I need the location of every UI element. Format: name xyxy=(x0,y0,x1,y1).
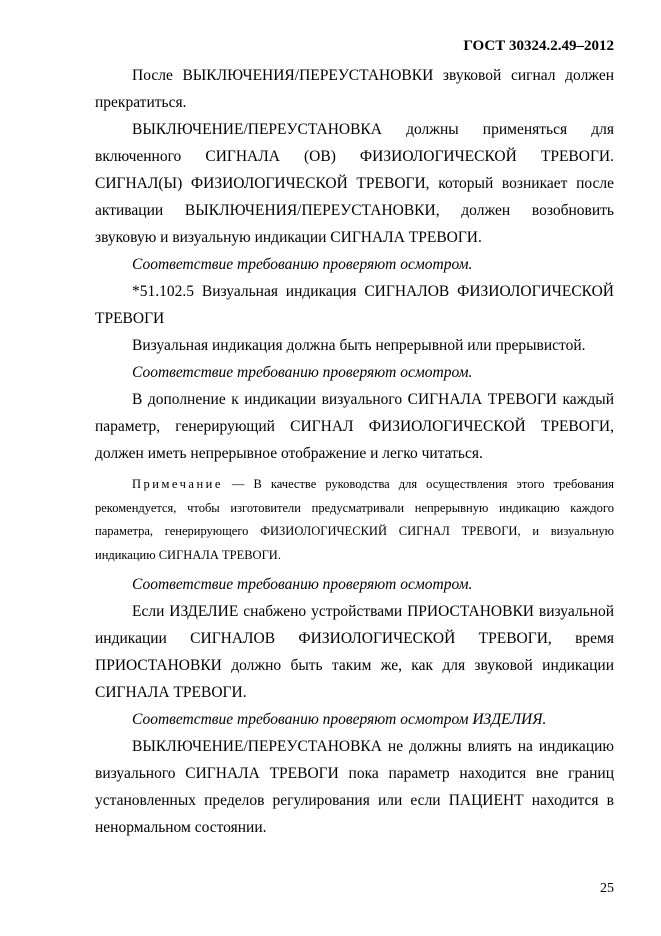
note-paragraph xyxy=(95,473,614,567)
paragraph: После ВЫКЛЮЧЕНИЯ/ПЕРЕУСТАНОВКИ звуковой сигнал должен прекратиться. xyxy=(95,67,614,111)
compliance-check-note: Соответствие требованию проверяют осмотром ИЗДЕЛИЯ. xyxy=(132,711,547,728)
compliance-check-note: Соответствие требованию проверяют осмотром. xyxy=(132,364,473,381)
document-body xyxy=(95,62,614,841)
compliance-check-note: Соответствие требованию проверяют осмотром. xyxy=(132,576,473,593)
note-text: — В качестве руководства для осуществления этого требования рекомендуется, чтобы изготовители предусматривали непрерывную индикацию каждого параметра, генерирующего ФИЗИОЛОГИЧЕСКИЙ СИГНАЛ ТРЕВОГИ, и визуальную индикацию СИГНАЛА ТРЕВОГИ. xyxy=(95,477,614,562)
paragraph: В дополнение к индикации визуального СИГНАЛА ТРЕВОГИ каждый параметр, генерирующий СИГНАЛ ФИЗИОЛОГИЧЕСКОЙ ТРЕВОГИ, должен иметь непрерывное отображение и легко читаться. xyxy=(95,391,614,462)
document-code-header: ГОСТ 30324.2.49–2012 xyxy=(463,38,614,54)
compliance-check-note: Соответствие требованию проверяют осмотром. xyxy=(132,256,473,273)
paragraph: ВЫКЛЮЧЕНИЕ/ПЕРЕУСТАНОВКА не должны влиять на индикацию визуального СИГНАЛА ТРЕВОГИ пока параметр находится вне границ установленных пределов регулирования или если ПАЦИЕНТ находится в ненормальном состоянии. xyxy=(95,738,614,836)
note-label: Примечание xyxy=(132,477,223,491)
page-number: 25 xyxy=(600,881,614,896)
paragraph: Визуальная индикация должна быть непрерывной или прерывистой. xyxy=(132,337,586,354)
paragraph: ВЫКЛЮЧЕНИЕ/ПЕРЕУСТАНОВКА должны применяться для включенного СИГНАЛА (ОВ) ФИЗИОЛОГИЧЕСКОЙ ТРЕВОГИ. СИГНАЛ(Ы) ФИЗИОЛОГИЧЕСКОЙ ТРЕВОГИ, который возникает после активации ВЫКЛЮЧЕНИЯ/ПЕРЕУСТАНОВКИ, должен возобновить звуковую и визуальную индикации СИГНАЛА ТРЕВОГИ. xyxy=(95,121,614,246)
paragraph: Если ИЗДЕЛИЕ снабжено устройствами ПРИОСТАНОВКИ визуальной индикации СИГНАЛОВ ФИЗИОЛОГИЧЕСКОЙ ТРЕВОГИ, время ПРИОСТАНОВКИ должно быть таким же, как для звуковой индикации СИГНАЛА ТРЕВОГИ. xyxy=(95,603,614,701)
section-heading: *51.102.5 Визуальная индикация СИГНАЛОВ ФИЗИОЛОГИЧЕСКОЙ ТРЕВОГИ xyxy=(95,283,614,327)
